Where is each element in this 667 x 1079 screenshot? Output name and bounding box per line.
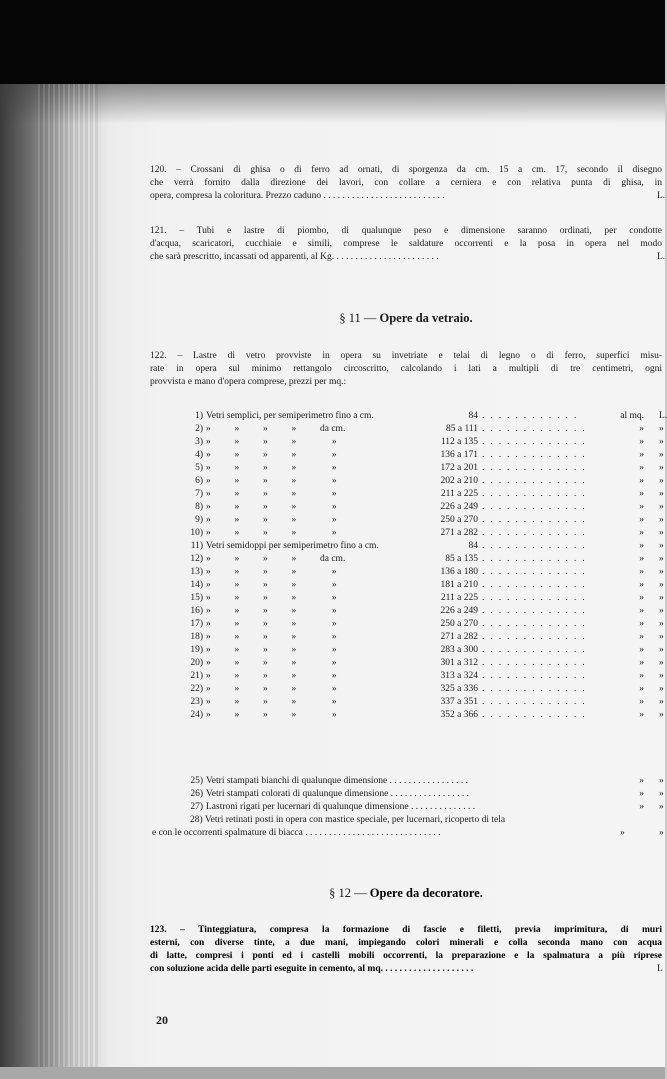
row-text: Lastroni rigati per lucernari di qualunque dimensione . . . . . . . . . . . . . .: [206, 802, 476, 812]
row-28-currency: »: [659, 828, 664, 838]
price-row: [150, 488, 665, 501]
row-leader-dots: . . . . . . . . . . . . .: [482, 645, 587, 655]
row-28-line1: [150, 814, 665, 827]
price-row: [150, 514, 665, 527]
row-label: » » » » »: [206, 580, 337, 590]
row-number: 9): [195, 515, 203, 525]
price-row: [150, 527, 665, 540]
price-row: [150, 696, 665, 709]
row-number: 25): [190, 776, 203, 786]
row-label: » » » » »: [206, 567, 337, 577]
item-120-paragraph: [150, 164, 662, 203]
row-range: 271 a 282: [440, 528, 478, 538]
price-row: [150, 462, 665, 475]
row-unit: »: [639, 515, 644, 525]
row-range: 283 a 300: [440, 645, 478, 655]
row-range: 172 a 201: [440, 463, 478, 473]
row-label: » » » » »: [206, 502, 337, 512]
item-123-line: di latte, compresi i ponti ed i castelli mobili occorrenti, la preparazione e la spalmatura a più riprese: [150, 951, 662, 961]
row-unit: »: [639, 528, 644, 538]
price-row: [150, 501, 665, 514]
row-leader-dots: . . . . . . . . . . . . .: [482, 515, 587, 525]
row-label: » » » » »: [206, 684, 337, 694]
row-currency: »: [659, 697, 664, 707]
row-number: 23): [190, 697, 203, 707]
row-28-text: 28) Vetri retinati posti in opera con mastice speciale, per lucernari, ricoperto di tela: [190, 815, 506, 825]
row-leader-dots: . . . . . . . . . . . . .: [482, 697, 587, 707]
row-leader-dots: . . . . . . . . . . . . .: [482, 489, 587, 499]
row-leader-dots: . . . . . . . . . . . . .: [482, 658, 587, 668]
row-leader-dots: . . . . . . . . . . . . .: [482, 528, 587, 538]
row-label: » » » » »: [206, 528, 337, 538]
row-number: 19): [190, 645, 203, 655]
row-currency: »: [659, 645, 664, 655]
item-121-line: che sarà prescritto, incassati od apparenti, al Kg. . . . . . . . . . . . . . . . . . . . . . .: [150, 252, 439, 262]
item-120-line: 120. – Crossani di ghisa o di ferro ad ornati, di sporgenza da cm. 15 a cm. 17, secondo il disegno: [150, 165, 662, 175]
item-121-paragraph: [150, 225, 662, 264]
row-number: 1): [195, 411, 203, 421]
item-121-line: d'acqua, scaricatori, cucchiaie e simili, comprese le saldature occorrenti e la posa in opera nel modo: [150, 239, 662, 249]
row-currency: »: [659, 632, 664, 642]
item-123-paragraph: [150, 924, 662, 976]
row-leader-dots: . . . . . . . . . . . . .: [482, 710, 587, 720]
row-range: 250 a 270: [440, 515, 478, 525]
row-unit: »: [639, 645, 644, 655]
row-unit: »: [639, 489, 644, 499]
row-label: » » » » »: [206, 619, 337, 629]
row-currency: »: [659, 541, 664, 551]
row-unit: »: [639, 593, 644, 603]
row-leader-dots: . . . . . . . . . . . .: [482, 411, 579, 421]
row-unit: »: [639, 619, 644, 629]
row-unit: »: [639, 541, 644, 551]
row-range: 136 a 171: [440, 450, 478, 460]
price-row-long: [150, 775, 665, 788]
item-123-currency: L: [657, 964, 663, 974]
row-number: 27): [190, 802, 203, 812]
row-range: 325 a 336: [440, 684, 478, 694]
row-range: 226 a 249: [440, 502, 478, 512]
row-label: Vetri semidoppi per semiperimetro fino a cm.: [206, 541, 379, 551]
row-number: 2): [195, 424, 203, 434]
row-number: 26): [190, 789, 203, 799]
row-label: » » » » »: [206, 463, 337, 473]
row-leader-dots: . . . . . . . . . . . . .: [482, 619, 587, 629]
row-unit: »: [639, 424, 644, 434]
row-label: » » » » »: [206, 710, 337, 720]
row-unit: »: [639, 476, 644, 486]
row-currency: »: [659, 671, 664, 681]
row-unit: »: [639, 802, 644, 812]
section-11-number: § 11 —: [339, 311, 377, 325]
row-currency: »: [659, 528, 664, 538]
price-row: [150, 605, 665, 618]
row-range: 313 a 324: [440, 671, 478, 681]
price-row: [150, 436, 665, 449]
row-range: 250 a 270: [440, 619, 478, 629]
price-row: [150, 631, 665, 644]
row-currency: »: [659, 684, 664, 694]
price-row-long: [150, 801, 665, 814]
item-122-paragraph: [150, 350, 662, 389]
item-123-line: esterni, con diverse tinte, a due mani, impiegando colori minerali e colla seconda mano con acqua: [150, 938, 662, 948]
row-leader-dots: . . . . . . . . . . . . .: [482, 554, 587, 564]
row-number: 12): [190, 554, 203, 564]
row-unit: »: [639, 554, 644, 564]
row-label: Vetri semplici, per semiperimetro fino a cm.: [206, 411, 374, 421]
price-row: [150, 423, 665, 436]
row-currency: »: [659, 554, 664, 564]
row-range: 85 a 135: [445, 554, 478, 564]
row-currency: »: [659, 593, 664, 603]
row-range: 85 a 111: [445, 424, 478, 434]
row-number: 7): [195, 489, 203, 499]
price-row: [150, 566, 665, 579]
row-range: 202 a 210: [440, 476, 478, 486]
row-currency: L.: [659, 411, 667, 421]
section-11-title: Opere da vetraio.: [379, 311, 473, 325]
row-number: 15): [190, 593, 203, 603]
row-range: 211 a 225: [440, 593, 478, 603]
row-leader-dots: . . . . . . . . . . . . .: [482, 606, 587, 616]
row-currency: »: [659, 580, 664, 590]
item-122-line: rate in opera sul minimo rettangolo circoscritto, calcolando i lati a multipli di tre centimetri, ogni: [150, 364, 662, 374]
row-leader-dots: . . . . . . . . . . . . .: [482, 671, 587, 681]
price-row: [150, 410, 665, 423]
row-unit: »: [639, 684, 644, 694]
row-currency: »: [659, 489, 664, 499]
row-leader-dots: . . . . . . . . . . . . .: [482, 632, 587, 642]
row-label: » » » » »: [206, 632, 337, 642]
section-12-title: Opere da decoratore.: [369, 886, 483, 900]
row-number: 11): [190, 541, 203, 551]
row-range: 337 a 351: [440, 697, 478, 707]
row-leader-dots: . . . . . . . . . . . . .: [482, 541, 587, 551]
row-range: 271 a 282: [440, 632, 478, 642]
row-range: 226 a 249: [440, 606, 478, 616]
item-123-line: con soluzione acida delle parti eseguite in cemento, al mq. . . . . . . . . . . . . . . . . . . .: [150, 964, 474, 974]
row-unit: »: [639, 789, 644, 799]
price-row: [150, 540, 665, 553]
row-range: 352 a 366: [440, 710, 478, 720]
row-unit: »: [639, 632, 644, 642]
row-unit: »: [639, 776, 644, 786]
row-label: » » » » »: [206, 658, 337, 668]
row-range: 84: [468, 411, 478, 421]
item-123-line: 123. – Tinteggiatura, compresa la formazione di fascie e filetti, previa imprimitura, di muri: [150, 925, 662, 935]
row-number: 13): [190, 567, 203, 577]
row-text: Vetri stampati colorati di qualunque dimensione . . . . . . . . . . . . . . . . .: [206, 789, 470, 799]
row-number: 10): [190, 528, 203, 538]
row-range: 136 a 180: [440, 567, 478, 577]
row-leader-dots: . . . . . . . . . . . . .: [482, 593, 587, 603]
row-currency: »: [659, 450, 664, 460]
row-range: 301 a 312: [440, 658, 478, 668]
item-121-line: 121. – Tubi e lastre di piombo, di qualunque peso e dimensione saranno ordinati, per condotte: [150, 226, 662, 236]
row-currency: »: [659, 619, 664, 629]
price-row: [150, 449, 665, 462]
price-row: [150, 644, 665, 657]
row-label: » » » » »: [206, 450, 337, 460]
row-leader-dots: . . . . . . . . . . . . .: [482, 424, 587, 434]
row-label: » » » » »: [206, 437, 337, 447]
price-row: [150, 618, 665, 631]
row-number: 6): [195, 476, 203, 486]
row-text: Vetri stampati bianchi di qualunque dimensione . . . . . . . . . . . . . . . . .: [206, 776, 469, 786]
section-12-heading: [150, 887, 662, 900]
price-row: [150, 657, 665, 670]
row-currency: »: [659, 789, 664, 799]
row-range: 84: [468, 541, 478, 551]
row-leader-dots: . . . . . . . . . . . . .: [482, 580, 587, 590]
row-unit: »: [639, 710, 644, 720]
row-number: 24): [190, 710, 203, 720]
row-leader-dots: . . . . . . . . . . . . .: [482, 450, 587, 460]
row-number: 17): [190, 619, 203, 629]
row-leader-dots: . . . . . . . . . . . . .: [482, 502, 587, 512]
row-label: » » » » »: [206, 476, 337, 486]
row-label: » » » » »: [206, 606, 337, 616]
row-leader-dots: . . . . . . . . . . . . .: [482, 567, 587, 577]
item-122-line: provvista e mano d'opera comprese, prezzi per mq.:: [150, 377, 347, 387]
price-row: [150, 670, 665, 683]
row-label: » » » » »: [206, 593, 337, 603]
row-currency: »: [659, 463, 664, 473]
row-number: 18): [190, 632, 203, 642]
row-currency: »: [659, 776, 664, 786]
row-currency: »: [659, 515, 664, 525]
row-unit: »: [639, 463, 644, 473]
row-unit: al mq.: [620, 411, 644, 421]
item-120-line: opera, compresa la coloritura. Prezzo caduno . . . . . . . . . . . . . . . . . . . . . . . . . .: [150, 191, 445, 201]
section-11-heading: [150, 312, 662, 325]
row-number: 20): [190, 658, 203, 668]
row-range: 211 a 225: [440, 489, 478, 499]
price-row: [150, 592, 665, 605]
row-label: » » » » »: [206, 515, 337, 525]
row-28-line2: [152, 827, 667, 840]
row-range: 181 a 210: [440, 580, 478, 590]
row-currency: »: [659, 567, 664, 577]
row-unit: »: [639, 580, 644, 590]
row-unit: »: [639, 567, 644, 577]
row-currency: »: [659, 424, 664, 434]
row-label: » » » » da cm.: [206, 424, 346, 434]
row-currency: »: [659, 476, 664, 486]
page-number: 20: [156, 1013, 168, 1027]
price-row: [150, 475, 665, 488]
row-currency: »: [659, 658, 664, 668]
row-unit: »: [639, 658, 644, 668]
row-28-unit: »: [620, 828, 625, 838]
item-122-line: 122. – Lastre di vetro provviste in opera su invetriate e telai di legno o di ferro, superfici misu-: [150, 351, 662, 361]
row-leader-dots: . . . . . . . . . . . . .: [482, 463, 587, 473]
row-unit: »: [639, 450, 644, 460]
row-label: » » » » »: [206, 645, 337, 655]
row-number: 22): [190, 684, 203, 694]
row-number: 4): [195, 450, 203, 460]
price-row: [150, 579, 665, 592]
item-120-line: che verrà fornito dalla direzione dei lavori, con collare a cerniera e con relativa punta di ghisa, in: [150, 178, 662, 188]
row-label: » » » » »: [206, 489, 337, 499]
row-currency: »: [659, 710, 664, 720]
row-unit: »: [639, 437, 644, 447]
row-currency: »: [659, 802, 664, 812]
row-unit: »: [639, 697, 644, 707]
price-row: [150, 553, 665, 566]
section-12-number: § 12 —: [329, 886, 367, 900]
row-label: » » » » »: [206, 697, 337, 707]
row-number: 14): [190, 580, 203, 590]
price-row: [150, 709, 665, 722]
row-currency: »: [659, 502, 664, 512]
row-label: » » » » »: [206, 671, 337, 681]
row-number: 5): [195, 463, 203, 473]
row-28-text-cont: e con le occorrenti spalmature di biacca . . . . . . . . . . . . . . . . . . . . . . . . . . . . .: [152, 828, 441, 838]
row-number: 8): [195, 502, 203, 512]
row-unit: »: [639, 606, 644, 616]
item-120-currency: L.: [657, 191, 666, 201]
row-currency: »: [659, 606, 664, 616]
row-label: » » » » da cm.: [206, 554, 346, 564]
row-leader-dots: . . . . . . . . . . . . .: [482, 684, 587, 694]
row-leader-dots: . . . . . . . . . . . . .: [482, 437, 587, 447]
row-number: 21): [190, 671, 203, 681]
row-number: 16): [190, 606, 203, 616]
row-range: 112 a 135: [440, 437, 478, 447]
row-number: 3): [195, 437, 203, 447]
price-row-long: [150, 788, 665, 801]
row-unit: »: [639, 671, 644, 681]
row-currency: »: [659, 437, 664, 447]
row-unit: »: [639, 502, 644, 512]
price-row: [150, 683, 665, 696]
row-leader-dots: . . . . . . . . . . . . .: [482, 476, 587, 486]
item-121-currency: L.: [657, 252, 666, 262]
